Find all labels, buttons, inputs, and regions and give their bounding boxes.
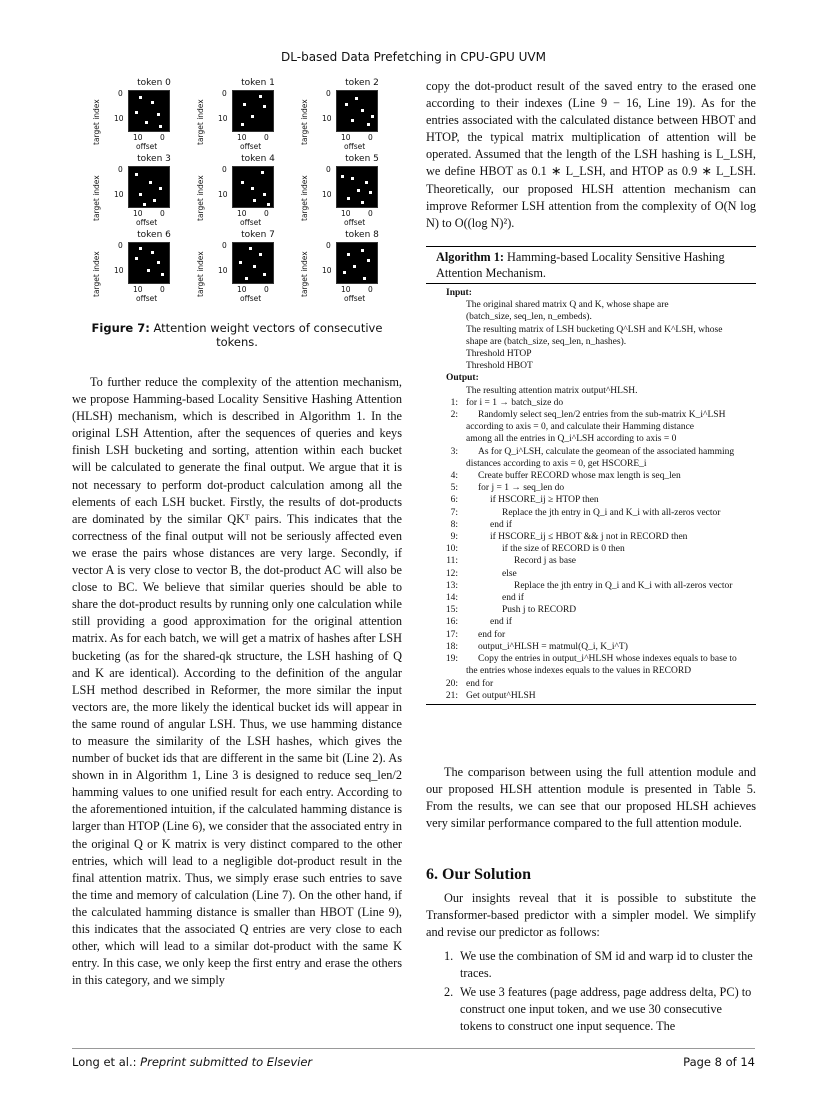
heatmap-cell (361, 109, 364, 112)
heatmap-cell (239, 261, 242, 264)
figure-caption (72, 321, 402, 349)
heatmap-panel (196, 230, 304, 308)
y-axis-label: target index (300, 251, 309, 297)
heatmap-cell (249, 247, 252, 250)
algorithm-line (426, 507, 756, 519)
algorithm-body (426, 284, 756, 705)
heatmap-cell (367, 259, 370, 262)
line-number: 10: (445, 544, 458, 555)
algorithm-line (426, 409, 756, 421)
line-text: Randomly select seq_len/2 entries from the sub-matrix K_i^LSH (478, 410, 726, 421)
panel-title: token 3 (137, 154, 171, 164)
heatmap-cell (149, 181, 152, 184)
solution-list (444, 948, 756, 1037)
x-axis-label: offset (136, 218, 158, 227)
x-tick-label: 10 (237, 209, 247, 218)
heatmap-cell (267, 203, 270, 206)
line-text: Replace the jth entry in Q_i and K_i with all-zeros vector (502, 507, 721, 518)
algorithm-line (426, 519, 756, 531)
heatmap-cell (259, 253, 262, 256)
section-heading: 6. Our Solution (426, 866, 532, 883)
line-text: Output: (446, 373, 479, 384)
algorithm-line (426, 482, 756, 494)
algorithm-line (426, 299, 756, 311)
y-tick-label: 10 (114, 114, 124, 123)
line-number: 20: (445, 678, 458, 689)
y-tick-label: 0 (222, 241, 227, 250)
heatmap-cell (251, 187, 254, 190)
line-text: Push j to RECORD (502, 605, 577, 616)
algorithm-line (426, 641, 756, 653)
x-tick-label: 0 (264, 133, 269, 142)
y-tick-label: 0 (118, 165, 123, 174)
line-number: 16: (445, 617, 458, 628)
heatmap-cell (245, 277, 248, 280)
heatmap-panel (196, 78, 304, 156)
line-number: 18: (445, 641, 458, 652)
algorithm-line (426, 531, 756, 543)
line-text: end if (490, 617, 512, 628)
comparison-paragraph: The comparison between using the full attention module and our proposed HLSH attention module is presented in Table 5. From the results, we can see that our proposed HLSH achieves very similar performance compared to the full attention module. (426, 765, 756, 831)
y-axis-label: target index (300, 99, 309, 145)
heatmap-cell (159, 187, 162, 190)
y-tick-label: 0 (326, 241, 331, 250)
line-text: end for (478, 629, 506, 640)
algorithm-line (426, 372, 756, 384)
attention-heatmap (336, 242, 378, 284)
heatmap-cell (139, 96, 142, 99)
algorithm-line (426, 421, 756, 433)
line-number: 9: (450, 532, 458, 543)
heatmap-cell (139, 247, 142, 250)
x-tick-label: 0 (368, 209, 373, 218)
footer-authors: Long et al.: (72, 1055, 137, 1069)
x-tick-label: 10 (237, 285, 247, 294)
line-text: Record j as base (514, 556, 576, 567)
line-number: 11: (446, 556, 458, 567)
line-text: according to axis = 0, and calculate their Hamming distance (466, 422, 694, 433)
line-text: (batch_size, seq_len, n_embeds). (466, 312, 592, 323)
heatmap-cell (341, 175, 344, 178)
line-text: distances according to axis = 0, get HSCORE_i (466, 458, 647, 469)
heatmap-cell (347, 253, 350, 256)
attention-figure (92, 78, 400, 308)
y-tick-label: 10 (114, 190, 124, 199)
heatmap-cell (351, 119, 354, 122)
algorithm-line (426, 494, 756, 506)
y-tick-label: 0 (326, 89, 331, 98)
heatmap-cell (361, 201, 364, 204)
x-tick-label: 0 (160, 209, 165, 218)
panel-title: token 4 (241, 154, 275, 164)
y-tick-label: 10 (114, 266, 124, 275)
heatmap-cell (157, 113, 160, 116)
y-axis-label: target index (196, 175, 205, 221)
line-text: end if (502, 593, 524, 604)
heatmap-cell (361, 249, 364, 252)
attention-heatmap (128, 90, 170, 132)
line-number: 3: (450, 446, 458, 457)
algorithm-line (426, 385, 756, 397)
x-tick-label: 10 (237, 133, 247, 142)
line-text: Copy the entries in output_i^HLSH whose indexes equals to base to (478, 654, 737, 665)
x-axis-label: offset (240, 142, 262, 151)
line-number: 21: (445, 690, 458, 701)
comparison-block (426, 764, 756, 832)
y-tick-label: 0 (326, 165, 331, 174)
line-number: 17: (445, 629, 458, 640)
x-axis-label: offset (344, 218, 366, 227)
line-text: Input: (446, 288, 472, 298)
x-axis-label: offset (344, 294, 366, 303)
algorithm-line (426, 311, 756, 323)
hlsh-paragraph: To further reduce the complexity of the attention mechanism, we propose Hamming-based Locality Sensitive Hashing Attention (HLSH) mechanism, which is described in Algorithm 1. In the original LSH Attention, after the sequences of queries and keys finish LSH bucketing and sorting, attention within each bucket will be calculated to generate the final output. We argue that it is not necessary to perform dot-product calculation among all the elements of each LSH bucket. Firstly, the results of dot-products are dominated by the similar QKᵀ pairs. This indicates that the correctness of the final output will not be seriously affected even we erase the pairs whose distances are very large. Secondly, if vector A is very close to vector B, the dot-product AC will also be close to BC. We believe that similar queries should be able to share the dot-product results by running only one calculation while still providing a good approximation for the original attention matrix. As for each batch, we will get a matrix of hashes after LSH bucketing (as for the shared-qk structure, the LSH hashing of Q and K are identical). According to the definition of the angular LSH method described in Reformer, the more similar the input vectors are, the more likely the identical bucket ids will appear in the same round of angular LSH. Thus, we use hamming distance to measure the similarity of the LSH hashes, which gives the number of bucket ids that are different in the same bit (Line 2). As shown in in Algorithm 1, Line 3 is designed to reduce seq_len/2 hamming values to one unified result for each entry. According to the aforementioned intuition, if the calculated hamming distance is larger than HTOP (Line 6), we consider that the associated entry in the original Q or K matrix is very distinct compared to the other entries, which will lead to a negligible dot-product result in the final attention matrix. Thus, we simply erase such entries to save the time and memory of calculation (Line 7). On the other hand, if the calculated hamming distance is smaller than HBOT (Line 9), this indicates that the associated Q entries are very close to each other, which will lead to a similar dot-product with the same K entry. In this case, we only keep the first entry and erase the others in this category, and we simply (72, 375, 402, 988)
heatmap-cell (139, 193, 142, 196)
algorithm-line (426, 470, 756, 482)
line-text: if the size of RECORD is 0 then (502, 544, 625, 555)
algorithm-line (426, 360, 756, 372)
line-text: Threshold HBOT (466, 361, 533, 372)
line-text: if HSCORE_ij ≥ HTOP then (490, 495, 599, 506)
x-tick-label: 0 (368, 285, 373, 294)
line-text: among all the entries in Q_i^LSH according to axis = 0 (466, 434, 677, 445)
algorithm-line (426, 604, 756, 616)
line-text: Replace the jth entry in Q_i and K_i with all-zeros vector (514, 580, 733, 591)
heatmap-cell (253, 265, 256, 268)
algorithm-line (426, 348, 756, 360)
footer-divider (72, 1048, 755, 1049)
panel-title: token 8 (345, 230, 379, 240)
left-column (72, 374, 402, 989)
panel-title: token 5 (345, 154, 379, 164)
y-axis-label: target index (196, 99, 205, 145)
heatmap-cell (351, 177, 354, 180)
algorithm-line (426, 433, 756, 445)
footer-venue: Preprint submitted to Elsevier (140, 1055, 313, 1069)
heatmap-cell (251, 115, 254, 118)
algorithm-line (426, 446, 756, 458)
right-column (426, 78, 756, 232)
line-number: 14: (445, 593, 458, 604)
line-number: 2: (450, 410, 458, 421)
line-number: 7: (450, 507, 458, 518)
list-text: We use 3 features (page address, page address delta, PC) to construct one input token, and we use 30 consecutive tokens to construct one input sequence. The (460, 985, 752, 1034)
panel-title: token 1 (241, 78, 275, 88)
line-text: else (502, 568, 517, 579)
algorithm-title-text: Hamming-based Locality Sensitive Hashing Attention Mechanism. (436, 250, 725, 280)
algorithm-line (426, 580, 756, 592)
heatmap-cell (157, 261, 160, 264)
x-axis-label: offset (240, 294, 262, 303)
x-tick-label: 10 (133, 209, 143, 218)
line-text: end for (466, 678, 494, 689)
y-tick-label: 10 (218, 266, 228, 275)
list-number: 2. (444, 985, 454, 1000)
algorithm-line (426, 653, 756, 665)
list-text: We use the combination of SM id and warp id to cluster the traces. (460, 949, 753, 981)
y-tick-label: 10 (322, 266, 332, 275)
heatmap-cell (347, 197, 350, 200)
y-tick-label: 10 (322, 114, 332, 123)
x-axis-label: offset (240, 218, 262, 227)
heatmap-cell (161, 273, 164, 276)
heatmap-panel (92, 230, 200, 308)
x-tick-label: 10 (341, 285, 351, 294)
heatmap-cell (263, 193, 266, 196)
y-tick-label: 0 (118, 89, 123, 98)
line-text: the entries whose indexes equals to the values in RECORD (466, 666, 692, 677)
algorithm-line (426, 568, 756, 580)
line-text: output_i^HLSH = matmul(Q_i, K_i^T) (478, 641, 628, 652)
algorithm-title (426, 247, 756, 284)
list-number: 1. (444, 949, 454, 963)
heatmap-cell (367, 123, 370, 126)
panel-title: token 2 (345, 78, 379, 88)
line-number: 1: (450, 397, 458, 408)
algorithm-line (426, 678, 756, 690)
heatmap-cell (135, 173, 138, 176)
line-text: for j = 1 → seq_len do (478, 483, 565, 494)
heatmap-cell (159, 125, 162, 128)
line-number: 15: (445, 605, 458, 616)
heatmap-cell (365, 181, 368, 184)
heatmap-cell (355, 97, 358, 100)
complexity-paragraph: copy the dot-product result of the saved entry to the erased one according to their indexes (Line 9 − 16, Line 19). As for the entries associated with the calculated distance between HBOT and HTOP, the typical matrix multiplication of attention will be operated. Assumed that the length of the LSH hashing is L_LSH, we define HBOT as 0.1 ∗ L_LSH, and HTOP as 0.9 ∗ L_LSH. Theoretically, our proposed HLSH attention mechanism can improve Reformer LSH attention from the complexity of O(N log N) to O((log N)²). (426, 79, 756, 230)
heatmap-panel (300, 230, 408, 308)
y-tick-label: 0 (222, 165, 227, 174)
heatmap-panel (92, 78, 200, 156)
line-number: 4: (450, 471, 458, 482)
heatmap-cell (343, 271, 346, 274)
algorithm-line (426, 665, 756, 677)
heatmap-cell (151, 251, 154, 254)
heatmap-panel (92, 154, 200, 232)
algorithm-line (426, 690, 756, 702)
line-text: if HSCORE_ij ≤ HBOT && j not in RECORD then (490, 532, 688, 543)
algorithm-line (426, 555, 756, 567)
panel-title: token 6 (137, 230, 171, 240)
heatmap-cell (145, 121, 148, 124)
line-text: Get output^HLSH (466, 690, 536, 701)
y-axis-label: target index (92, 175, 101, 221)
algorithm-1 (426, 246, 756, 705)
heatmap-cell (243, 103, 246, 106)
attention-heatmap (128, 242, 170, 284)
footer-citation (72, 1055, 312, 1069)
heatmap-cell (143, 203, 146, 206)
attention-heatmap (128, 166, 170, 208)
algorithm-line (426, 629, 756, 641)
algorithm-line (426, 336, 756, 348)
line-text: The original shared matrix Q and K, whose shape are (466, 300, 669, 311)
heatmap-cell (153, 199, 156, 202)
y-tick-label: 10 (218, 114, 228, 123)
y-tick-label: 10 (218, 190, 228, 199)
algorithm-line (426, 543, 756, 555)
algorithm-label: Algorithm 1: (436, 250, 504, 264)
x-tick-label: 10 (133, 285, 143, 294)
attention-heatmap (232, 242, 274, 284)
x-axis-label: offset (136, 294, 158, 303)
heatmap-cell (371, 115, 374, 118)
line-number: 13: (445, 580, 458, 591)
line-text: shape are (batch_size, seq_len, n_hashes). (466, 336, 627, 347)
y-tick-label: 0 (222, 89, 227, 98)
line-text: The resulting attention matrix output^HLSH. (466, 385, 638, 396)
running-title: DL-based Data Prefetching in CPU-GPU UVM (281, 50, 546, 64)
list-item (444, 984, 756, 1035)
algorithm-line (426, 458, 756, 470)
y-axis-label: target index (92, 99, 101, 145)
algorithm-line (426, 616, 756, 628)
list-item (444, 948, 756, 982)
x-tick-label: 10 (133, 133, 143, 142)
x-tick-label: 10 (341, 209, 351, 218)
algorithm-line (426, 397, 756, 409)
line-number: 5: (450, 483, 458, 494)
y-axis-label: target index (300, 175, 309, 221)
heatmap-cell (135, 257, 138, 260)
heatmap-cell (357, 189, 360, 192)
line-number: 12: (445, 568, 458, 579)
algorithm-line (426, 287, 756, 299)
panel-title: token 0 (137, 78, 171, 88)
x-axis-label: offset (344, 142, 366, 151)
page-number: Page 8 of 14 (683, 1055, 755, 1069)
heatmap-panel (196, 154, 304, 232)
x-axis-label: offset (136, 142, 158, 151)
heatmap-cell (259, 95, 262, 98)
x-tick-label: 0 (264, 285, 269, 294)
y-tick-label: 10 (322, 190, 332, 199)
y-axis-label: target index (196, 251, 205, 297)
line-text: As for Q_i^LSH, calculate the geomean of the associated hamming (478, 446, 735, 457)
heatmap-cell (261, 171, 264, 174)
x-tick-label: 0 (264, 209, 269, 218)
heatmap-cell (151, 101, 154, 104)
attention-heatmap (336, 90, 378, 132)
line-number: 19: (445, 654, 458, 665)
algorithm-line (426, 592, 756, 604)
heatmap-cell (241, 123, 244, 126)
y-tick-label: 0 (118, 241, 123, 250)
heatmap-cell (253, 199, 256, 202)
solution-block (426, 890, 756, 941)
heatmap-cell (263, 273, 266, 276)
heatmap-cell (353, 265, 356, 268)
attention-heatmap (232, 90, 274, 132)
line-text: Threshold HTOP (466, 349, 532, 360)
heatmap-panel (300, 154, 408, 232)
line-text: The resulting matrix of LSH bucketing Q^LSH and K^LSH, whose (466, 324, 723, 335)
heatmap-cell (363, 277, 366, 280)
heatmap-cell (147, 269, 150, 272)
heatmap-cell (135, 111, 138, 114)
panel-title: token 7 (241, 230, 275, 240)
x-tick-label: 0 (160, 133, 165, 142)
y-axis-label: target index (92, 251, 101, 297)
figure-caption-text: Attention weight vectors of consecutive tokens. (153, 321, 383, 349)
solution-paragraph: Our insights reveal that it is possible to substitute the Transformer-based predictor with a simpler model. We simplify and revise our predictor as follows: (426, 891, 756, 940)
figure-label: Figure 7: (91, 321, 150, 335)
line-text: for i = 1 → batch_size do (466, 397, 564, 408)
line-number: 6: (450, 495, 458, 506)
x-tick-label: 10 (341, 133, 351, 142)
algorithm-line (426, 324, 756, 336)
heatmap-cell (241, 181, 244, 184)
line-text: Create buffer RECORD whose max length is seq_len (478, 471, 681, 482)
line-number: 8: (450, 519, 458, 530)
heatmap-cell (345, 103, 348, 106)
x-tick-label: 0 (160, 285, 165, 294)
heatmap-cell (263, 105, 266, 108)
heatmap-panel (300, 78, 408, 156)
line-text: end if (490, 519, 512, 530)
attention-heatmap (232, 166, 274, 208)
x-tick-label: 0 (368, 133, 373, 142)
heatmap-cell (369, 191, 372, 194)
attention-heatmap (336, 166, 378, 208)
